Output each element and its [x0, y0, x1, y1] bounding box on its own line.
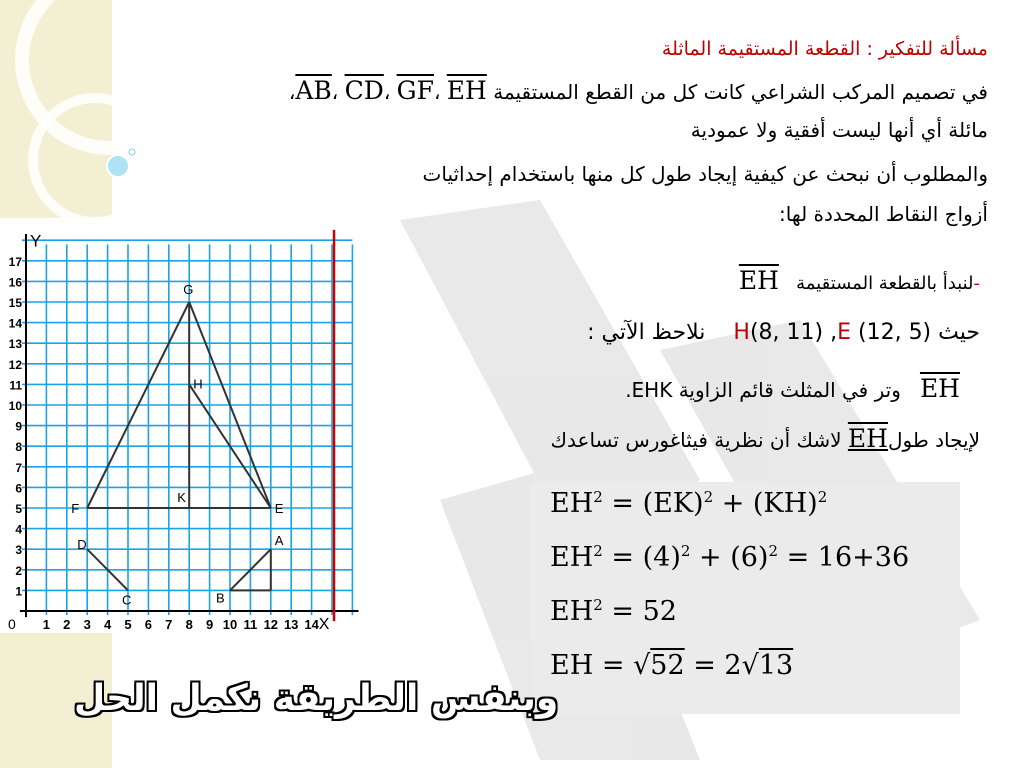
- point-e-value: (12, 5): [858, 320, 932, 345]
- origin-label: 0: [8, 616, 16, 632]
- step-3-text: وتر في المثلث قائم الزاوية: [678, 378, 901, 402]
- y-tick-label: 9: [15, 419, 22, 434]
- triangle-name: EHK.: [625, 378, 673, 402]
- step-2: [587, 320, 980, 345]
- eq-exp: 2: [593, 488, 603, 506]
- point-label: K: [177, 490, 186, 505]
- y-tick-label: 5: [15, 502, 22, 516]
- x-tick-label: 5: [124, 617, 132, 632]
- point-e-coords: [837, 320, 931, 345]
- equation-4: [550, 650, 793, 681]
- comma: ,: [830, 320, 838, 345]
- y-tick-label: 10: [8, 399, 22, 413]
- equation-2: [550, 542, 909, 573]
- segment-eh: EH: [847, 424, 888, 453]
- x-tick-label: 14: [304, 617, 319, 632]
- point-h-label: H: [733, 320, 750, 345]
- point-label: D: [77, 537, 87, 553]
- y-tick-label: 13: [8, 337, 22, 352]
- step-3: [625, 374, 960, 403]
- intro-line-2: مائلة أي أنها ليست أفقية ولا عمودية: [690, 118, 988, 142]
- point-h-coords: [733, 320, 823, 345]
- eq-rhs: = √52 = 2√13: [601, 650, 794, 681]
- eq-exp: 2: [593, 542, 603, 560]
- y-tick-label: 7: [15, 460, 22, 475]
- point-label: F: [71, 501, 80, 516]
- y-tick-label: 1: [15, 584, 22, 599]
- step-1-text: لنبدأ بالقطعة المستقيمة: [796, 273, 974, 294]
- y-tick-label: 15: [8, 296, 22, 310]
- step-1: [739, 266, 980, 295]
- y-tick-label: 6: [15, 481, 22, 496]
- eq-lhs: EH: [550, 596, 594, 627]
- y-axis-label: Y: [30, 231, 42, 251]
- eq-rhs: = (EK)$^2$ + (KH)$^2$: [611, 488, 828, 519]
- step-4: [551, 424, 980, 453]
- intro-prefix: في تصميم المركب الشراعي كانت كل من القطع المستقيمة: [493, 80, 988, 104]
- x-tick-label: 6: [144, 617, 153, 632]
- y-tick-label: 8: [15, 440, 22, 455]
- x-tick-label: 7: [165, 617, 173, 632]
- segment-eh: EH: [446, 76, 487, 105]
- point-label: G: [183, 282, 194, 297]
- bottom-caption: وبنفس الطريقة نكمل الحل: [74, 678, 559, 719]
- problem-title: مسألة للتفكير : القطعة المستقيمة الماثلة: [661, 38, 988, 60]
- x-tick-label: 13: [283, 617, 299, 632]
- step-2-suffix: نلاحظ الآتي :: [587, 320, 706, 345]
- segment-ab: AB: [295, 76, 332, 105]
- x-tick-label: 2: [63, 617, 71, 632]
- coordinate-grid: [0, 218, 360, 633]
- step-4-prefix: لإيجاد طول: [887, 428, 980, 452]
- separator: ،: [288, 80, 296, 104]
- x-tick-label: 9: [205, 617, 214, 632]
- step-2-prefix: حيث: [938, 320, 980, 345]
- segment-eh: EH: [919, 374, 960, 403]
- separator: ،: [383, 80, 391, 104]
- eq-lhs: EH: [550, 488, 594, 519]
- y-tick-label: 2: [15, 563, 22, 578]
- y-tick-label: 12: [8, 357, 22, 372]
- equation-box: [530, 482, 960, 714]
- point-label: H: [193, 376, 203, 392]
- y-tick-label: 3: [15, 543, 22, 558]
- step-dash: -: [973, 273, 980, 294]
- x-tick-label: 11: [243, 617, 258, 632]
- equation-3: [550, 596, 677, 627]
- eq-exp: 2: [593, 596, 603, 614]
- eq-lhs: EH: [550, 542, 594, 573]
- point-label: A: [274, 533, 284, 549]
- x-tick-label: 12: [263, 617, 279, 632]
- segment-gf: GF: [396, 76, 434, 105]
- point-h-value: (8, 11): [749, 320, 824, 345]
- intro-line-4: أزواج النقاط المحددة لها:: [779, 202, 988, 226]
- separator: ،: [331, 80, 339, 104]
- intro-line-3: والمطلوب أن نبحث عن كيفية إيجاد طول كل منها باستخدام إحداثيات: [422, 162, 988, 186]
- x-axis-label: X: [318, 616, 330, 633]
- eq-rhs: = $(4)^2 + (6)^2 = 16+36$: [611, 542, 910, 573]
- y-tick-label: 4: [15, 522, 22, 537]
- x-tick-label: 4: [103, 617, 112, 632]
- segment-cd: CD: [344, 76, 384, 105]
- eq-lhs: EH: [550, 650, 594, 681]
- x-tick-label: 8: [185, 617, 193, 632]
- segment-eh: EH: [738, 266, 779, 295]
- y-tick-label: 17: [8, 254, 22, 269]
- x-tick-label: 10: [222, 617, 238, 632]
- point-e-label: E: [837, 320, 851, 345]
- point-label: B: [216, 590, 225, 606]
- y-tick-label: 14: [8, 316, 22, 331]
- step-4-suffix: لاشك أن نظرية فيثاغورس تساعدك: [550, 428, 842, 452]
- eq-rhs: = 52: [611, 596, 677, 627]
- point-label: C: [122, 592, 132, 608]
- separator: ،: [433, 80, 441, 104]
- x-tick-label: 1: [42, 617, 51, 632]
- equation-1: [550, 488, 827, 519]
- y-tick-label: 16: [8, 275, 22, 290]
- y-tick-label: 11: [9, 378, 22, 393]
- intro-line-1: [289, 76, 988, 105]
- x-tick-label: 3: [83, 617, 91, 632]
- point-label: E: [274, 501, 284, 516]
